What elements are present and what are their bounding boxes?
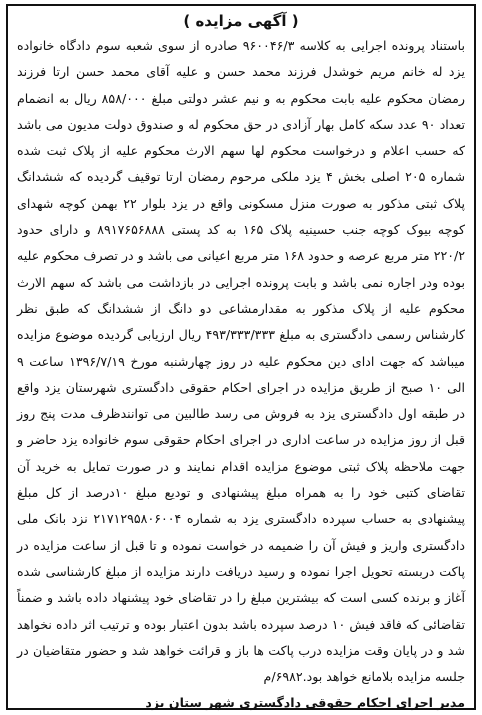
notice-title: ( آگهی مزایده ) [183, 12, 299, 30]
notice-body: باستناد پرونده اجرایی به کلاسه ۹۶۰۰۴۶/۳ صادره از سوی شعبه سوم دادگاه خانواده یزد له خانم مریم خوشدل فرزند محمد حسن و علیه آقای محمد حسن ارتا فرزند رمضان محکوم علیه بابت محکوم به و نیم عشر دولتی مبلغ ۸۵۸/۰۰۰ ریال به انضمام تعداد ۹۰ عدد سکه کامل بهار آزادی در حق محکوم له و صندوق دولت مدیون می باشد که حسب اعلام و درخواست محکوم لها سهم الارث محکوم علیه از پلاک ثبت شده شماره ۲۰۵ اصلی بخش ۴ یزد ملکی مرحوم رمضان ارتا توقیف گردیده که ششدانگ پلاک ثبتی مذکور به صورت منزل مسکونی واقع در یزد بلوار ۲۲ بهمن کوچه شهدای کوچه بیوک کوچه جنب حسینیه پلاک ۱۶۵ به کد پستی ۸۹۱۷۶۵۶۸۸۸ و دارای حدود ۲۲۰/۲ متر مربع عرصه و حدود ۱۶۸ متر مربع اعیانی می باشد و در تصرف محکوم علیه بوده ودر اجاره نمی باشد و بابت پرونده اجرایی در بازداشت می باشد که سهم الارث محکوم علیه از پلاک مذکور به مقدارمشاعی دو دانگ از ششدانگ که طبق نظر کارشناس رسمی دادگستری به مبلغ ۴۹۳/۳۳۳/۳۳۳ ریال ارزیابی گردیده موضوع مزایده میباشد که جهت ادای دین محکوم علیه در روز چهارشنبه مورخ ۱۳۹۶/۷/۱۹ ساعت ۹ الی ۱۰ صبح از طریق مزایده در اجرای احکام حقوقی دادگستری شهرستان یزد واقع در طبقه اول دادگستری یزد به فروش می رسد طالبین می توانندظرف مدت پنج روز قبل از روز مزایده در ساعت اداری در اجرای احکام حقوقی سوم خانواده یزد حاضر و جهت ملاحظه پلاک ثبتی موضوع مزایده اقدام نمایند و در صورت تمایل به خرید آن تقاضای کتبی خود را به همراه مبلغ پیشنهادی و تودیع مبلغ ۱۰درصد از کل مبلغ پیشنهادی به حساب سپرده دادگستری یزد به شماره ۲۱۷۱۲۹۵۸۰۶۰۰۴ نزد بانک ملی دادگستری واریز و فیش آن را ضمیمه در خواست نموده و تا قبل از ساعت مزایده در پاکت دربسته تحویل اجرا نموده و رسید دریافت دارند مزایده از مبلغ کارشناسی شده آغاز و برنده کسی است که بیشترین مبلغ را در تقاضای خود پیشنهاد داده باشد و ضمناً تقاضائی که فاقد فیش ۱۰ درصد سپرده باشد بدون اعتبار بوده و ترتیب اثر داده نخواهد شد و در پایان وقت مزایده درب پاکت ها باز و قرائت خواهد شد و حضور متقاضیان در جلسه مزایده بلامانع خواهد بود.۶۹۸۲/م [17, 38, 466, 685]
auction-notice [6, 4, 476, 710]
notice-signature: مدیر اجرای احکام حقوقی دادگستری شهر ستان یزد [145, 695, 465, 711]
